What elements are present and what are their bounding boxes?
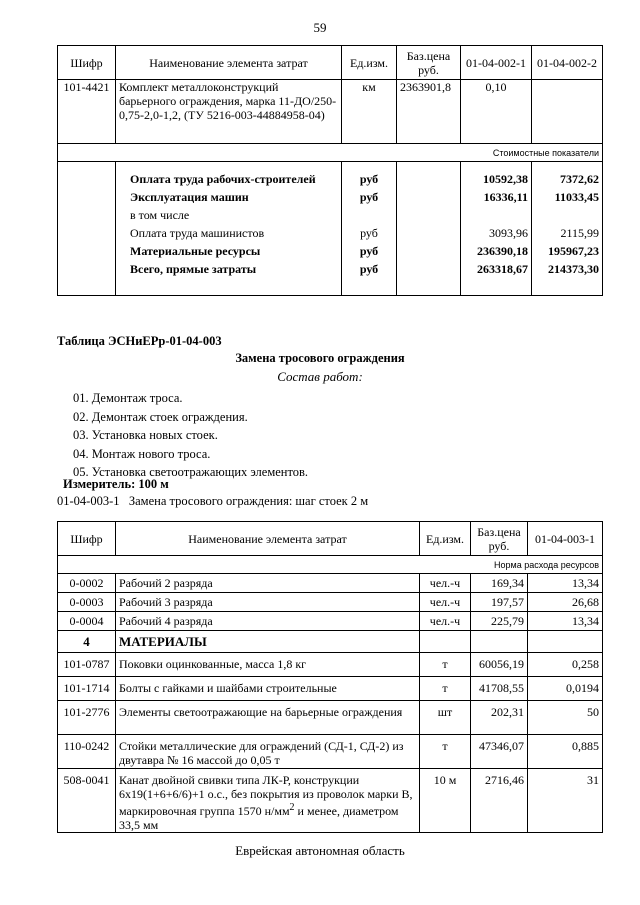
row-code: 110-0242 [58, 735, 116, 769]
row-v2: 11033,45 [532, 186, 603, 204]
header-col1: 01-04-003-1 [528, 522, 603, 556]
table-row [58, 612, 603, 631]
table-row [58, 574, 603, 593]
empty-cell [58, 162, 116, 186]
header-unit: Ед.изм. [342, 46, 397, 80]
header-unit: Ед.изм. [420, 522, 471, 556]
row-name: Эксплуатация машин [116, 186, 342, 204]
row-v1 [461, 204, 532, 222]
row-v1: 236390,18 [461, 240, 532, 258]
empty-cell [532, 276, 603, 296]
empty-cell [58, 258, 116, 276]
row-name: Оплата труда машинистов [116, 222, 342, 240]
row-unit: руб [342, 222, 397, 240]
work-item: 05. Установка светоотражающих элементов. [73, 465, 309, 479]
table-row [58, 162, 603, 186]
row-unit: шт [420, 701, 471, 735]
row-name: в том числе [116, 204, 342, 222]
row-unit: 10 м [420, 769, 471, 833]
row-name [116, 769, 420, 833]
section-subtitle: Состав работ: [277, 369, 363, 384]
row-price: 2716,46 [471, 769, 528, 833]
row-name: Стойки металлические для ограждений (СД-1, СД-2) из двутавра № 16 массой до 0,05 т [116, 735, 420, 769]
row-unit: чел.-ч [420, 574, 471, 593]
resources-table [57, 521, 603, 833]
row-unit: руб [342, 162, 397, 186]
row-code: 0-0004 [58, 612, 116, 631]
item-line-code: 01-04-003-1 [57, 494, 120, 508]
row-price: 197,57 [471, 593, 528, 612]
row-name-a: Канат двойной свивки типа ЛК-Р, конструкции 6х19(1+6+6/6)+1 о.с., без покрытия из проволок марки В, маркировочная группа 1570 н/мм [119, 773, 413, 818]
row-v2: 195967,23 [532, 240, 603, 258]
row-unit: руб [342, 186, 397, 204]
row-price: 47346,07 [471, 735, 528, 769]
item-v1: 0,10 [461, 80, 532, 144]
table-row [58, 240, 603, 258]
header-price: Баз.цена руб. [471, 522, 528, 556]
row-unit [342, 204, 397, 222]
cost-table [57, 45, 603, 296]
row-code: 0-0002 [58, 574, 116, 593]
item-line-name: Замена тросового ограждения: шаг стоек 2 м [128, 494, 369, 508]
empty-cell [461, 276, 532, 296]
empty-cell [58, 240, 116, 258]
work-item: 03. Установка новых стоек. [73, 428, 218, 442]
table-row [58, 593, 603, 612]
row-unit: т [420, 735, 471, 769]
row-unit: т [420, 677, 471, 701]
empty-cell [58, 186, 116, 204]
row-name: Всего, прямые затраты [116, 258, 342, 276]
row-code: 101-0787 [58, 653, 116, 677]
row-name-sup: 2 [289, 802, 295, 813]
table-row [58, 186, 603, 204]
row-name: Рабочий 2 разряда [116, 574, 420, 593]
row-v1: 3093,96 [461, 222, 532, 240]
materials-code: 4 [58, 631, 116, 653]
row-code: 508-0041 [58, 769, 116, 833]
row-code: 101-2776 [58, 701, 116, 735]
section-label: Норма расхода ресурсов [58, 556, 603, 574]
header-name: Наименование элемента затрат [116, 522, 420, 556]
row-value: 13,34 [528, 612, 603, 631]
table-row [58, 769, 603, 833]
empty-cell [528, 631, 603, 653]
item-name: Комплект металлоконструкций барьерного ограждения, марка 11-ДО/250-0,75-2,0-1,2, (ТУ 5216-003-44884958-04) [116, 80, 342, 144]
row-v1: 10592,38 [461, 162, 532, 186]
item-unit: км [342, 80, 397, 144]
table-row [58, 80, 603, 144]
header-code: Шифр [58, 46, 116, 80]
row-price: 41708,55 [471, 677, 528, 701]
header-col2: 01-04-002-2 [532, 46, 603, 80]
empty-cell [116, 276, 342, 296]
table-row [58, 258, 603, 276]
table-row [58, 204, 603, 222]
table-row [58, 701, 603, 735]
item-v2 [532, 80, 603, 144]
row-v1: 263318,67 [461, 258, 532, 276]
section-row [58, 144, 603, 162]
page-number: 59 [313, 20, 327, 35]
empty-cell [342, 276, 397, 296]
table-row [58, 222, 603, 240]
empty-cell [397, 258, 461, 276]
empty-cell [471, 631, 528, 653]
row-v1: 16336,11 [461, 186, 532, 204]
row-name: Материальные ресурсы [116, 240, 342, 258]
work-item: 01. Демонтаж троса. [73, 391, 183, 405]
section-title: Замена тросового ограждения [235, 351, 405, 365]
table-header [58, 522, 603, 556]
row-value: 31 [528, 769, 603, 833]
empty-cell [397, 204, 461, 222]
footer-region: Еврейская автономная область [235, 843, 405, 858]
row-price: 169,34 [471, 574, 528, 593]
section-label: Стоимостные показатели [58, 144, 603, 162]
row-v2 [532, 204, 603, 222]
row-name: Рабочий 3 разряда [116, 593, 420, 612]
row-name-b: и менее, диаметром 33,5 мм [119, 804, 399, 832]
row-unit: руб [342, 240, 397, 258]
row-name: Болты с гайками и шайбами строительные [116, 677, 420, 701]
row-price: 60056,19 [471, 653, 528, 677]
empty-cell [58, 204, 116, 222]
row-name: Рабочий 4 разряда [116, 612, 420, 631]
row-value: 0,0194 [528, 677, 603, 701]
row-unit: чел.-ч [420, 612, 471, 631]
table-row [58, 653, 603, 677]
empty-cell [58, 222, 116, 240]
row-v2: 7372,62 [532, 162, 603, 186]
header-price: Баз.цена руб. [397, 46, 461, 80]
empty-cell [397, 222, 461, 240]
item-code: 101-4421 [58, 80, 116, 144]
row-name: Поковки оцинкованные, масса 1,8 кг [116, 653, 420, 677]
empty-cell [397, 240, 461, 258]
row-unit: чел.-ч [420, 593, 471, 612]
works-list [73, 389, 308, 482]
empty-cell [397, 162, 461, 186]
item-price: 2363901,8 [397, 80, 461, 144]
table-row [58, 677, 603, 701]
header-code: Шифр [58, 522, 116, 556]
item-line [57, 494, 368, 509]
section-row [58, 556, 603, 574]
row-code: 0-0003 [58, 593, 116, 612]
empty-cell [420, 631, 471, 653]
empty-cell [58, 276, 116, 296]
meter: Измеритель: 100 м [63, 477, 169, 491]
row-price: 225,79 [471, 612, 528, 631]
empty-cell [397, 276, 461, 296]
row-v2: 2115,99 [532, 222, 603, 240]
row-price: 202,31 [471, 701, 528, 735]
row-value: 26,68 [528, 593, 603, 612]
spacer-row [58, 276, 603, 296]
row-unit: т [420, 653, 471, 677]
row-value: 50 [528, 701, 603, 735]
header-col1: 01-04-002-1 [461, 46, 532, 80]
work-item: 04. Монтаж нового троса. [73, 446, 211, 461]
table-title: Таблица ЭСНиЕРр-01-04-003 [57, 334, 222, 348]
row-v2: 214373,30 [532, 258, 603, 276]
header-name: Наименование элемента затрат [116, 46, 342, 80]
row-name: Элементы светоотражающие на барьерные ограждения [116, 701, 420, 735]
row-value: 13,34 [528, 574, 603, 593]
table-row [58, 735, 603, 769]
materials-title: МАТЕРИАЛЫ [116, 631, 420, 653]
table-header [58, 46, 603, 80]
row-value: 0,885 [528, 735, 603, 769]
empty-cell [397, 186, 461, 204]
row-unit: руб [342, 258, 397, 276]
row-value: 0,258 [528, 653, 603, 677]
work-item: 02. Демонтаж стоек ограждения. [73, 409, 248, 424]
row-code: 101-1714 [58, 677, 116, 701]
row-name: Оплата труда рабочих-строителей [116, 162, 342, 186]
materials-header-row [58, 631, 603, 653]
